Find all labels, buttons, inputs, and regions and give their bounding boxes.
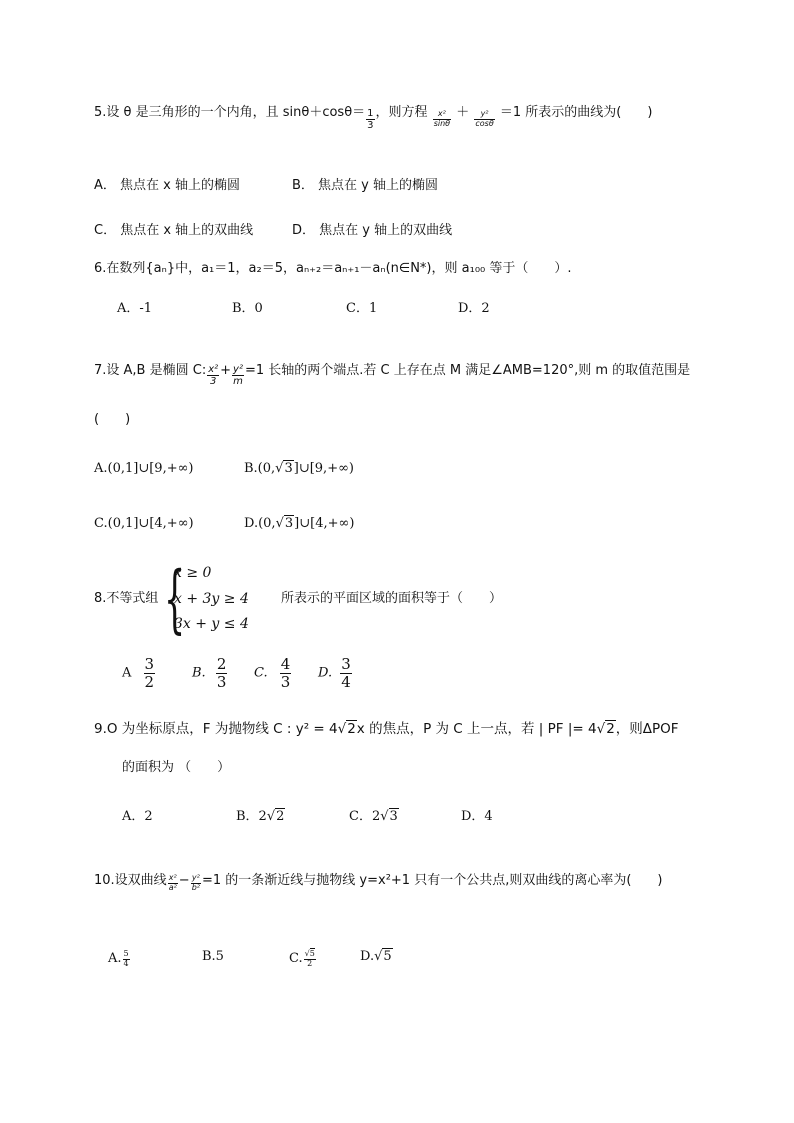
sqrt-sign: √5	[374, 949, 392, 964]
q5-option-c: C． 焦点在 x 轴上的双曲线	[94, 223, 254, 238]
q8-a-den: 2	[144, 672, 155, 691]
sqrt-sign: √2	[337, 721, 356, 737]
q8-condition-1: x ≥ 0	[174, 565, 212, 581]
q7-f1n: x²	[208, 364, 219, 375]
q8-c-num: 4	[280, 655, 291, 673]
q8-b-label: B.	[192, 665, 206, 681]
q8-option-b	[192, 656, 228, 690]
q6-option-d: D．2	[458, 301, 490, 316]
q8-b-den: 3	[216, 672, 227, 691]
q8-label: 8.不等式组	[94, 591, 159, 606]
q8-tail: 所表示的平面区域的面积等于（ ）	[281, 591, 503, 606]
q8-condition-2: x + 3y ≥ 4	[174, 591, 249, 607]
q5-y2: y²	[474, 110, 494, 120]
q9-stem-text-c: ，则ΔPOF	[615, 721, 679, 737]
q5-stem-text-c: ＝1 所表示的曲线为( )	[499, 105, 653, 120]
q9-option-b	[236, 810, 285, 823]
q10-f2n: y²	[191, 873, 200, 883]
q10-f1n: x²	[168, 873, 177, 883]
q9-option-a: A．2	[122, 809, 153, 824]
q5-sin: sinθ	[433, 119, 451, 128]
q9-option-c-pre: C．2	[349, 809, 381, 824]
q9-stem-text-a: 9.O 为坐标原点，F 为抛物线 C : y² = 4	[94, 721, 338, 737]
q10-frac-x	[168, 874, 178, 893]
q5-plus: ＋	[456, 105, 470, 120]
q5-stem-text-a: 5.设 θ 是三角形的一个内角，且 sinθ＋cosθ＝	[94, 105, 366, 120]
q7-option-b-post: ]∪[9,+∞)	[293, 461, 354, 476]
q5-frac-x	[433, 110, 451, 129]
q8-c-den: 3	[280, 672, 291, 691]
q10-a-frac	[123, 950, 130, 969]
q8-c-frac	[280, 656, 292, 690]
q9-option-c-rad: 3	[389, 809, 398, 824]
q5-option-d: D． 焦点在 y 轴上的双曲线	[292, 223, 453, 238]
q10-d-label: D.	[360, 949, 375, 964]
q10-c-num: √5	[304, 949, 315, 958]
q7-option-b	[244, 462, 354, 475]
q8-option-d	[318, 656, 353, 690]
q9-line2: 的面积为 （ ）	[122, 760, 231, 775]
q10-a-label: A.	[108, 950, 122, 966]
q9-option-b-rad: 2	[276, 809, 285, 824]
q7-option-a: A.(0,1]∪[9,+∞)	[94, 461, 194, 476]
q7-option-d	[244, 517, 354, 530]
q10-stem	[94, 874, 663, 893]
q10-f2d: b²	[191, 883, 200, 892]
q10-option-a	[108, 950, 131, 969]
q7-plus: +	[220, 363, 232, 378]
q10-option-d	[360, 950, 393, 963]
q7-option-d-post: ]∪[4,+∞)	[294, 516, 355, 531]
q8-d-frac	[340, 656, 352, 690]
q6-option-a: A．-1	[117, 301, 153, 316]
q10-c-label: C.	[289, 950, 303, 966]
q10-a-den: 4	[123, 958, 129, 968]
q10-stem-text-b: =1 的一条渐近线与抛物线 y=x²+1 只有一个公共点,则双曲线的离心率为( )	[202, 873, 663, 888]
q7-f2n: y²	[233, 364, 243, 375]
q6-option-b: B．0	[232, 301, 263, 316]
q7-option-c: C.(0,1]∪[4,+∞)	[94, 516, 194, 531]
q10-c-den: 2	[307, 958, 313, 968]
q8-option-c	[254, 656, 292, 690]
q5-cos: cosθ	[475, 119, 494, 128]
q8-option-a	[122, 656, 156, 690]
q5-stem-text-b: ，则方程	[375, 105, 428, 120]
q9-stem-text-b: x 的焦点，P 为 C 上一点，若 | PF |= 4	[356, 721, 597, 737]
q5-frac-den: 3	[367, 120, 374, 131]
q7-f1d: 3	[209, 376, 217, 387]
q7-stem-text-b: =1 长轴的两个端点.若 C 上存在点 M 满足∠AMB=120°,则 m 的取值范围是	[244, 363, 691, 378]
q5-frac-y	[474, 110, 494, 129]
q7-stem	[94, 364, 690, 387]
q7-frac-x	[207, 364, 219, 387]
q9-option-c	[349, 810, 399, 823]
q7-option-d-pre: D.(0,	[244, 516, 276, 531]
q8-condition-3: 3x + y ≤ 4	[174, 616, 249, 632]
q5-x2: x²	[433, 110, 451, 120]
q10-minus: −	[178, 873, 190, 888]
sqrt-sign: √3	[275, 516, 294, 531]
q7-option-d-rad: 3	[284, 516, 294, 531]
q8-c-label: C.	[254, 665, 268, 681]
sqrt-sign: √2	[266, 809, 285, 824]
sqrt-sign: √2	[596, 721, 615, 737]
q8-d-den: 4	[341, 672, 351, 691]
q10-option-b: B.5	[202, 949, 224, 964]
q8-d-num: 3	[341, 655, 351, 673]
q10-frac-y	[191, 874, 201, 893]
q5-frac-num: 1	[367, 108, 374, 119]
q7-frac-y	[232, 364, 244, 387]
q8-b-num: 2	[216, 655, 227, 673]
q8-d-label: D.	[318, 665, 333, 681]
q8-brace: {	[164, 556, 186, 642]
q5-option-b: B． 焦点在 y 轴上的椭圆	[292, 178, 439, 193]
q10-a-num: 5	[123, 949, 129, 958]
q8-a-label: A	[122, 665, 132, 681]
q5-fraction	[366, 108, 374, 131]
q7-option-b-pre: B.(0,	[244, 461, 276, 476]
q9-stem	[94, 723, 679, 737]
q10-stem-text-a: 10.设双曲线	[94, 873, 167, 888]
q6-stem: 6.在数列{aₙ}中，a₁＝1，a₂＝5，aₙ₊₂＝aₙ₊₁－aₙ(n∈N*)，则 a₁₀₀ 等于（ ）.	[94, 261, 572, 276]
q10-c-frac	[304, 950, 316, 969]
q10-c-num-rad: 5	[309, 949, 315, 958]
q8-a-num: 3	[144, 655, 155, 673]
q10-option-c	[289, 950, 317, 969]
q8-a-frac	[144, 656, 156, 690]
sqrt-sign: √3	[275, 461, 293, 476]
q5-stem	[94, 106, 652, 131]
q9-option-b-pre: B．2	[236, 809, 267, 824]
q10-f1d: a²	[168, 883, 177, 892]
q5-option-a: A． 焦点在 x 轴上的椭圆	[94, 178, 240, 193]
q10-d-rad: 5	[383, 949, 392, 964]
q7-option-b-rad: 3	[284, 461, 293, 476]
q8-b-frac	[216, 656, 228, 690]
sqrt-sign: √3	[380, 809, 398, 824]
q7-paren: ( )	[94, 412, 131, 427]
q9-rad1: 2	[347, 721, 356, 737]
q9-option-d: D．4	[461, 809, 493, 824]
q7-f2d: m	[233, 376, 243, 387]
q6-option-c: C．1	[346, 301, 378, 316]
q7-stem-text-a: 7.设 A,B 是椭圆 C:	[94, 363, 207, 378]
q9-rad2: 2	[606, 721, 615, 737]
